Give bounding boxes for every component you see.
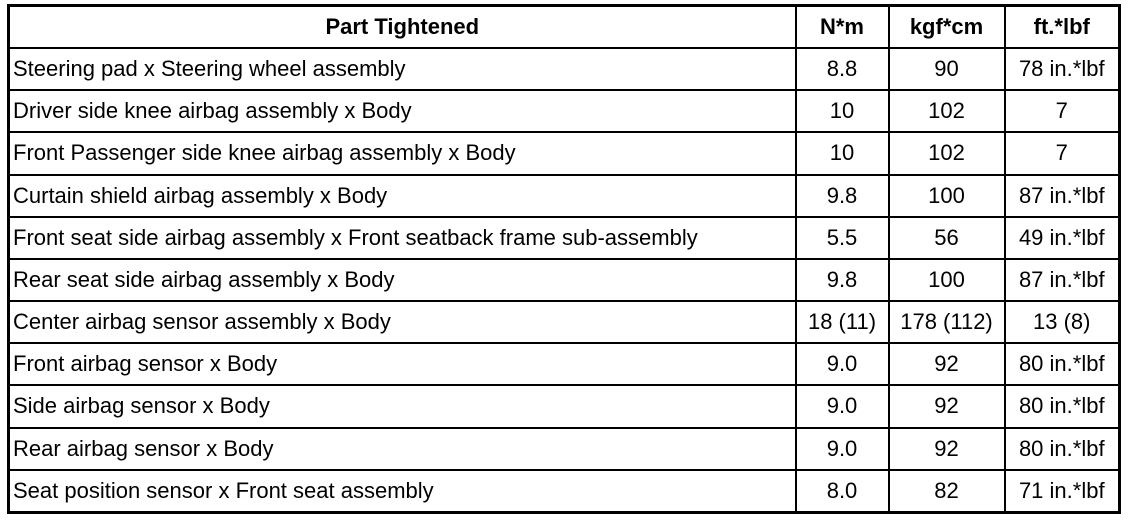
table-row xyxy=(9,301,1120,343)
ftlbf-cell: 80 in.*lbf xyxy=(1005,428,1120,470)
nm-cell: 9.0 xyxy=(796,385,889,427)
kgf-cell: 102 xyxy=(889,90,1005,132)
part-cell: Rear airbag sensor x Body xyxy=(9,428,796,470)
ftlbf-cell: 7 xyxy=(1005,90,1120,132)
kgf-cell: 102 xyxy=(889,132,1005,174)
table-row xyxy=(9,217,1120,259)
table-row xyxy=(9,470,1120,513)
header-part-tightened: Part Tightened xyxy=(9,6,796,49)
nm-cell: 9.8 xyxy=(796,259,889,301)
part-cell: Rear seat side airbag assembly x Body xyxy=(9,259,796,301)
ftlbf-cell: 49 in.*lbf xyxy=(1005,217,1120,259)
kgf-cell: 92 xyxy=(889,343,1005,385)
nm-cell: 9.0 xyxy=(796,428,889,470)
kgf-cell: 82 xyxy=(889,470,1005,513)
table-row xyxy=(9,385,1120,427)
ftlbf-cell: 71 in.*lbf xyxy=(1005,470,1120,513)
part-cell: Seat position sensor x Front seat assembly xyxy=(9,470,796,513)
part-cell: Front Passenger side knee airbag assembly x Body xyxy=(9,132,796,174)
kgf-cell: 92 xyxy=(889,385,1005,427)
table-row xyxy=(9,428,1120,470)
nm-cell: 10 xyxy=(796,90,889,132)
nm-cell: 9.8 xyxy=(796,175,889,217)
kgf-cell: 92 xyxy=(889,428,1005,470)
ftlbf-cell: 78 in.*lbf xyxy=(1005,48,1120,90)
ftlbf-cell: 80 in.*lbf xyxy=(1005,385,1120,427)
table-header-row xyxy=(9,6,1120,49)
ftlbf-cell: 87 in.*lbf xyxy=(1005,175,1120,217)
ftlbf-cell: 80 in.*lbf xyxy=(1005,343,1120,385)
header-kgf-cm: kgf*cm xyxy=(889,6,1005,49)
part-cell: Side airbag sensor x Body xyxy=(9,385,796,427)
header-ft-lbf: ft.*lbf xyxy=(1005,6,1120,49)
ftlbf-cell: 7 xyxy=(1005,132,1120,174)
part-cell: Curtain shield airbag assembly x Body xyxy=(9,175,796,217)
nm-cell: 8.8 xyxy=(796,48,889,90)
kgf-cell: 56 xyxy=(889,217,1005,259)
nm-cell: 18 (11) xyxy=(796,301,889,343)
header-newton-meters: N*m xyxy=(796,6,889,49)
nm-cell: 9.0 xyxy=(796,343,889,385)
kgf-cell: 178 (112) xyxy=(889,301,1005,343)
table-row xyxy=(9,343,1120,385)
part-cell: Front seat side airbag assembly x Front seatback frame sub-assembly xyxy=(9,217,796,259)
part-cell: Front airbag sensor x Body xyxy=(9,343,796,385)
kgf-cell: 100 xyxy=(889,259,1005,301)
ftlbf-cell: 87 in.*lbf xyxy=(1005,259,1120,301)
part-cell: Steering pad x Steering wheel assembly xyxy=(9,48,796,90)
kgf-cell: 100 xyxy=(889,175,1005,217)
table-row xyxy=(9,132,1120,174)
part-cell: Center airbag sensor assembly x Body xyxy=(9,301,796,343)
torque-specification-sheet xyxy=(7,4,1118,514)
table-row xyxy=(9,259,1120,301)
table-row xyxy=(9,90,1120,132)
table-row xyxy=(9,48,1120,90)
nm-cell: 8.0 xyxy=(796,470,889,513)
part-cell: Driver side knee airbag assembly x Body xyxy=(9,90,796,132)
ftlbf-cell: 13 (8) xyxy=(1005,301,1120,343)
nm-cell: 10 xyxy=(796,132,889,174)
torque-table xyxy=(7,4,1121,514)
nm-cell: 5.5 xyxy=(796,217,889,259)
table-row xyxy=(9,175,1120,217)
kgf-cell: 90 xyxy=(889,48,1005,90)
